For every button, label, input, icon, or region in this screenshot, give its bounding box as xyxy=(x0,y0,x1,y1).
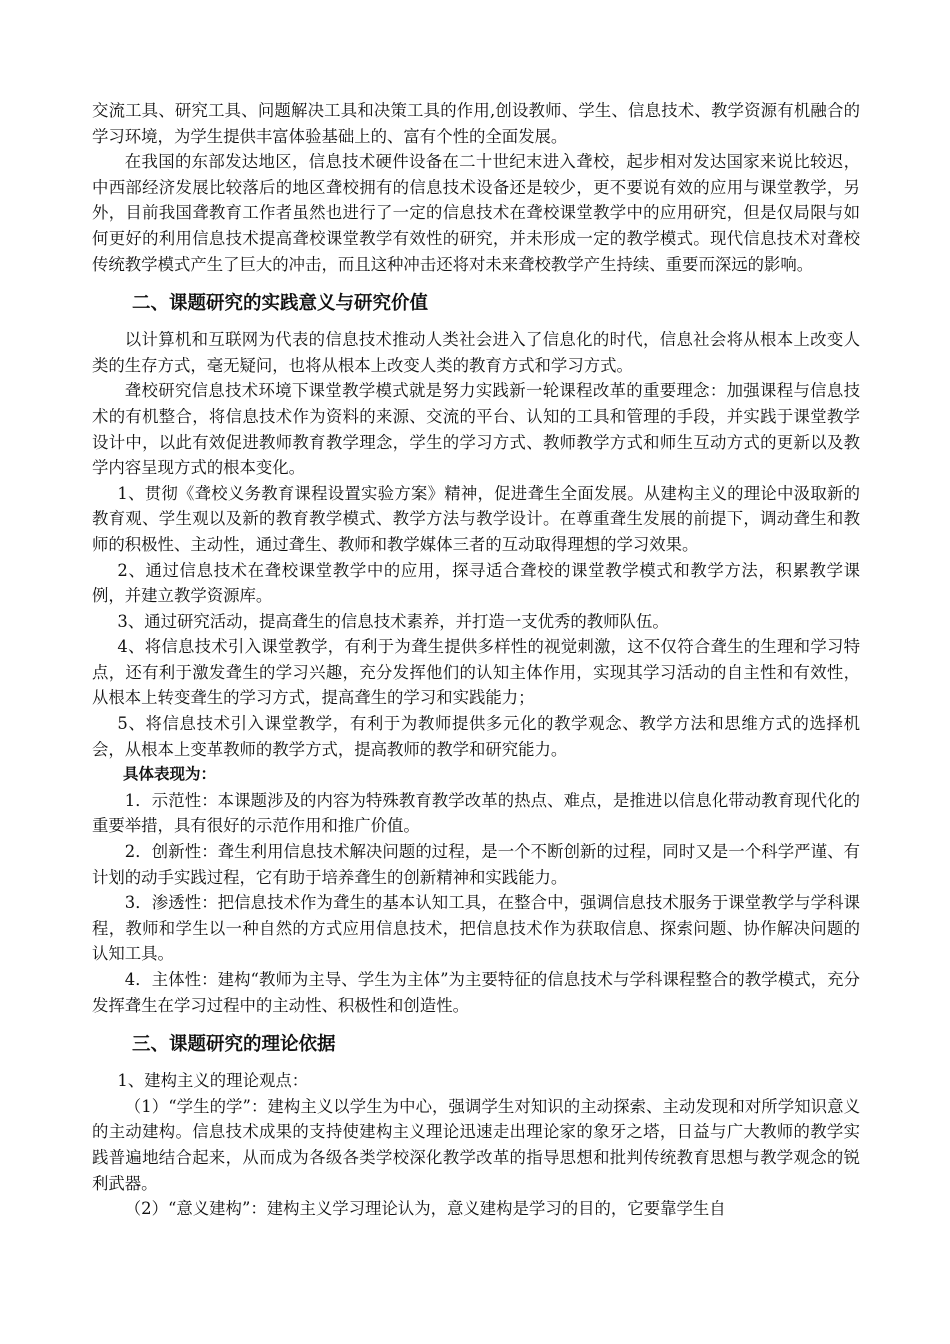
list-item: 2、通过信息技术在聋校课堂教学中的应用，探寻适合聋校的课堂教学模式和教学方法，积累教学课例，并建立教学资源库。 xyxy=(92,560,860,606)
section-2-paragraph-1: 以计算机和互联网为代表的信息技术推动人类社会进入了信息化的时代，信息社会将从根本上改变人类的生存方式，毫无疑问，也将从根本上改变人类的教育方式和学习方式。 xyxy=(92,330,860,375)
features-label: 具体表现为： xyxy=(123,765,217,784)
feature-item: 1．示范性：本课题涉及的内容为特殊教育教学改革的热点、难点，是推进以信息化带动教育现代化的重要举措，具有很好的示范作用和推广价值。 xyxy=(92,790,860,836)
theory-sub-1: （1）“学生的学”：建构主义以学生为中心，强调学生对知识的主动探索、主动发现和对所学知识意义的主动建构。信息技术成果的支持使建构主义理论迅速走出理论家的象牙之塔，日益与广大教师的教学实践普遍地结合起来，从而成为各级各类学校深化教学改革的指导思想和批判传统教育思想与教学观念的锐利武器。 xyxy=(92,1096,860,1193)
feature-item: 2．创新性：聋生利用信息技术解决问题的过程，是一个不断创新的过程，同时又是一个科学严谨、有计划的动手实践过程，它有助于培养聋生的创新精神和实践能力。 xyxy=(92,842,860,887)
list-item: 1、贯彻《聋校义务教育课程设置实验方案》精神，促进聋生全面发展。从建构主义的理论中汲取新的教育观、学生观以及新的教育教学模式、教学方法与教学设计。在尊重聋生发展的前提下，调动聋生和教师的积极性、主动性，通过聋生、教师和教学媒体三者的互动取得理想的学习效果。 xyxy=(92,483,860,554)
theory-sub-2: （2）“意义建构”：建构主义学习理论认为，意义建构是学习的目的，它要靠学生自 xyxy=(124,1199,726,1219)
list-item: 5、将信息技术引入课堂教学，有利于为教师提供多元化的教学观念、教学方法和思维方式的选择机会，从根本上变革教师的教学方式，提高教师的教学和研究能力。 xyxy=(92,714,860,759)
feature-item: 3．渗透性：把信息技术作为聋生的基本认知工具，在整合中，强调信息技术服务于课堂教学与学科课程，教师和学生以一种自然的方式应用信息技术，把信息技术作为获取信息、探索问题、协作解决问题的认知工具。 xyxy=(92,893,860,964)
section-2-paragraph-2: 聋校研究信息技术环境下课堂教学模式就是努力实践新一轮课程改革的重要理念：加强课程与信息技术的有机整合，将信息技术作为资料的来源、交流的平台、认知的工具和管理的手段，并实践于课堂教学设计中，以此有效促进教师教育教学理念，学生的学习方式、教师教学方式和师生互动方式的更新以及教学内容呈现方式的根本变化。 xyxy=(92,381,860,478)
list-item: 4、将信息技术引入课堂教学，有利于为聋生提供多样性的视觉刺激，这不仅符合聋生的生理和学习特点，还有利于激发聋生的学习兴趣，充分发挥他们的认知主体作用，实现其学习活动的自主性和有效性，从根本上转变聋生的学习方式，提高聋生的学习和实践能力； xyxy=(92,637,860,708)
feature-item: 4．主体性：建构“教师为主导、学生为主体”为主要特征的信息技术与学科课程整合的教学模式，充分发挥聋生在学习过程中的主动性、积极性和创造性。 xyxy=(92,970,860,1015)
document-page xyxy=(92,98,860,1222)
section-3-heading: 三、课题研究的理论依据 xyxy=(132,1034,336,1056)
intro-paragraph-2: 在我国的东部发达地区，信息技术硬件设备在二十世纪末进入聋校，起步相对发达国家来说比较迟，中西部经济发展比较落后的地区聋校拥有的信息技术设备还是较少，更不要说有效的应用与课堂教学，另外，目前我国聋教育工作者虽然也进行了一定的信息技术在聋校课堂教学中的应用研究，但是仅局限与如何更好的利用信息技术提高聋校课堂教学有效性的研究，并未形成一定的教学模式。现代信息技术对聋校传统教学模式产生了巨大的冲击，而且这种冲击还将对未来聋校教学产生持续、重要而深远的影响。 xyxy=(92,152,860,274)
intro-paragraph-1: 交流工具、研究工具、问题解决工具和决策工具的作用,创设教师、学生、信息技术、教学资源有机融合的学习环境，为学生提供丰富体验基础上的、富有个性的全面发展。 xyxy=(92,101,860,146)
list-item: 3、通过研究活动，提高聋生的信息技术素养，并打造一支优秀的教师队伍。 xyxy=(117,611,669,631)
theory-item-1: 1、建构主义的理论观点： xyxy=(117,1071,309,1091)
section-2-heading: 二、课题研究的实践意义与研究价值 xyxy=(132,293,429,315)
